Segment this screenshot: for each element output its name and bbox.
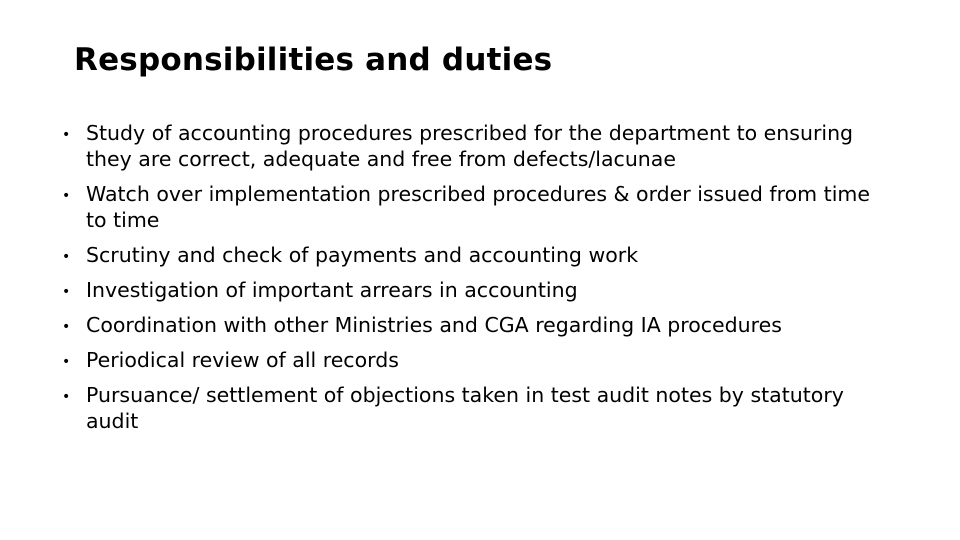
bullet-icon: • bbox=[62, 127, 71, 143]
list-item bbox=[62, 242, 892, 268]
list-item bbox=[62, 181, 892, 233]
bullet-icon: • bbox=[62, 188, 71, 204]
bullet-icon: • bbox=[62, 354, 71, 370]
list-item-text: Investigation of important arrears in accounting bbox=[86, 278, 578, 302]
list-item bbox=[62, 382, 892, 434]
bullet-list bbox=[62, 120, 892, 443]
bullet-icon: • bbox=[62, 389, 71, 405]
bullet-icon: • bbox=[62, 319, 71, 335]
list-item-text: Periodical review of all records bbox=[86, 348, 399, 372]
bullet-icon: • bbox=[62, 284, 71, 300]
slide-title: Responsibilities and duties bbox=[74, 42, 553, 78]
list-item bbox=[62, 277, 892, 303]
bullet-icon: • bbox=[62, 249, 71, 265]
list-item-text: Coordination with other Ministries and CGA regarding IA procedures bbox=[86, 313, 782, 337]
list-item-text: Study of accounting procedures prescribed for the department to ensuring they are correct, adequate and free from defects/lacunae bbox=[86, 121, 854, 171]
list-item bbox=[62, 347, 892, 373]
list-item bbox=[62, 312, 892, 338]
list-item bbox=[62, 120, 892, 172]
list-item-text: Pursuance/ settlement of objections taken in test audit notes by statutory audit bbox=[86, 383, 844, 433]
list-item-text: Scrutiny and check of payments and accounting work bbox=[86, 243, 639, 267]
list-item-text: Watch over implementation prescribed procedures & order issued from time to time bbox=[86, 182, 870, 232]
